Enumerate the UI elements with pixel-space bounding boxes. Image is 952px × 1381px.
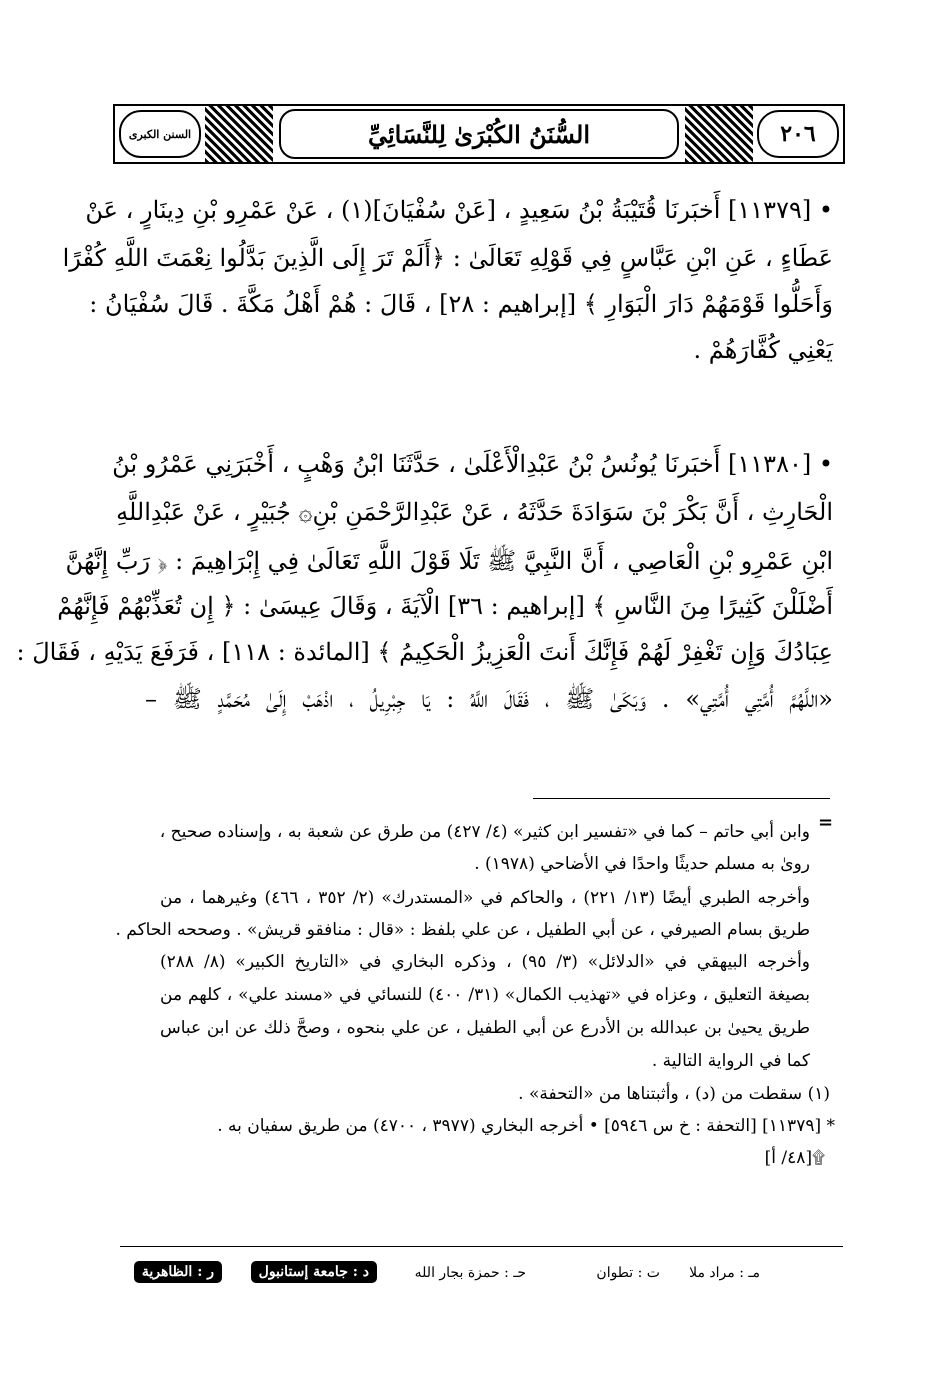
- footnote-line: وأخرجه الطبري أيضًا (١٣/ ٢٢١) ، والحاكم في «المستدرك» (٢/ ٣٥٢ ، ٤٦٦) وغيرهما ، من: [160, 888, 810, 908]
- folio-mark: ۩[٤٨/ أ]: [764, 1148, 825, 1168]
- footnote-line: بصيغة التعليق ، وعزاه في «تهذيب الكمال» (٣١/ ٤٠٠) للنسائي في «مسند علي» ، كلهم من: [160, 985, 810, 1005]
- hadith-2-line: «اللَّهُمَّ أُمَّتِي أُمَّتِي» . وَبَكَىٰ ﷺ ، فَقَالَ اللَّهُ : يَا جِبْرِيلُ ، اذْهَبْ إِلَىٰ مُحَمَّدٍ ﷺ –: [145, 685, 833, 713]
- hadith-1-line: • [١١٣٧٩] أَخبَرنَا قُتَيْبَةُ بْنُ سَعِيدٍ ، [عَنْ سُفْيَانَ](١) ، عَنْ عَمْرِو بْنِ دِينَارٍ ، عَنْ: [85, 196, 833, 224]
- hadith-2-line: عِبَادُكَ وَإِن تَغْفِرْ لَهُمْ فَإِنَّكَ أَنتَ الْعَزِيزُ الْحَكِيمُ ﴾ [المائدة : ١١٨] ، فَرَفَعَ يَدَيْهِ ، فَقَالَ :: [16, 638, 833, 666]
- ornament: [205, 106, 273, 162]
- footnote-separator: [533, 798, 830, 799]
- continuation-mark: =: [818, 812, 834, 833]
- book-logo: السنن الكبرى: [119, 110, 201, 158]
- manuscript-d-badge: د : جامعة إستانبول: [251, 1261, 377, 1283]
- ornament: [685, 106, 753, 162]
- manuscript-t: ت : تطوان: [596, 1265, 660, 1281]
- manuscript-h: حـ : حمزة بجار الله: [414, 1265, 526, 1281]
- footnote-1: (١) سقطت من (د) ، وأثبتناها من «التحفة» .: [518, 1084, 830, 1104]
- hadith-1-line: يَعْنِي كُفَّارَهُمْ .: [693, 336, 833, 364]
- footnote-line: وابن أبي حاتم – كما في «تفسير ابن كثير» (٤/ ٤٢٧) من طرق عن شعبة به ، وإسناده صحيح ،: [159, 822, 810, 842]
- footer-rule: [120, 1246, 843, 1247]
- hadith-2-line: • [١١٣٨٠] أَخبَرنَا يُونُسُ بْنُ عَبْدِالْأَعْلَىٰ ، حَدَّثَنَا ابْنُ وَهْبٍ ، أَخْبَرَنِي عَمْرُو بْنُ: [112, 450, 833, 478]
- hadith-2-line: الْحَارِثِ ، أَنَّ بَكْرَ بْنَ سَوَادَةَ حَدَّثَهُ ، عَنْ عَبْدِالرَّحْمَنِ بْنِ۞ جُبَيْرٍ ، عَنْ عَبْدِاللَّهِ: [116, 498, 833, 526]
- footnote-line: كما في الرواية التالية .: [651, 1051, 810, 1071]
- hadith-1-line: عَطَاءٍ ، عَنِ ابْنِ عَبَّاسٍ فِي قَوْلِهِ تَعَالَىٰ : ﴿أَلَمْ تَرَ إِلَى الَّذِينَ بَدَّلُوا نِعْمَتَ اللَّهِ كُفْرًا: [62, 244, 833, 272]
- footnote-line: روىٰ به مسلم حديثًا واحدًا في الأضاحي (١٩٧٨) .: [474, 854, 810, 874]
- hadith-2-line: ابْنِ عَمْرِو بْنِ الْعَاصِي ، أَنَّ النَّبِيَّ ﷺ تَلَا قَوْلَ اللَّهِ تَعَالَىٰ فِي إِبْرَاهِيمَ : ﴿ رَبِّ إِنَّهُنَّ: [65, 547, 833, 575]
- page-number: ٢٠٦: [757, 110, 839, 158]
- manuscript-m: مـ : مراد ملا: [689, 1265, 760, 1281]
- hadith-1-line: وَأَحَلُّوا قَوْمَهُمْ دَارَ الْبَوَارِ ﴾ [إبراهيم : ٢٨] ، قَالَ : هُمْ أَهْلُ مَكَّةَ . قَالَ سُفْيَانُ :: [89, 290, 833, 318]
- footnote-line: طريق يحيىٰ بن عبدالله بن الأدرع عن أبي الطفيل ، عن علي بنحوه ، وصحَّ ذلك عن ابن عباس: [160, 1018, 810, 1038]
- running-header: [113, 104, 845, 164]
- hadith-2-line: أَضْلَلْنَ كَثِيرًا مِنَ النَّاسِ ﴾ [إبراهيم : ٣٦] الْآيَةَ ، وَقَالَ عِيسَىٰ : ﴿ إِن تُعَذِّبْهُمْ فَإِنَّهُمْ: [57, 592, 833, 620]
- footnote-line: وأخرجه البيهقي في «الدلائل» (٣/ ٩٥) ، وذكره البخاري في «التاريخ الكبير» (٨/ ٢٨٨): [160, 952, 811, 972]
- takhrij-note: * [١١٣٧٩] [التحفة : خ س ٥٩٤٦] • أخرجه البخاري (٣٩٧٧ ، ٤٧٠٠) من طريق سفيان به .: [217, 1116, 835, 1136]
- manuscript-r-badge: ر : الظاهرية: [134, 1261, 222, 1283]
- book-title: السُّنَنُ الكُبْرَىٰ لِلنَّسَائِيِّ: [279, 109, 679, 159]
- footnote-line: طريق بسام الصيرفي ، عن أبي الطفيل ، عن علي بلفظ : «قال : منافقو قريش» . وصححه الحاكم .: [115, 920, 810, 940]
